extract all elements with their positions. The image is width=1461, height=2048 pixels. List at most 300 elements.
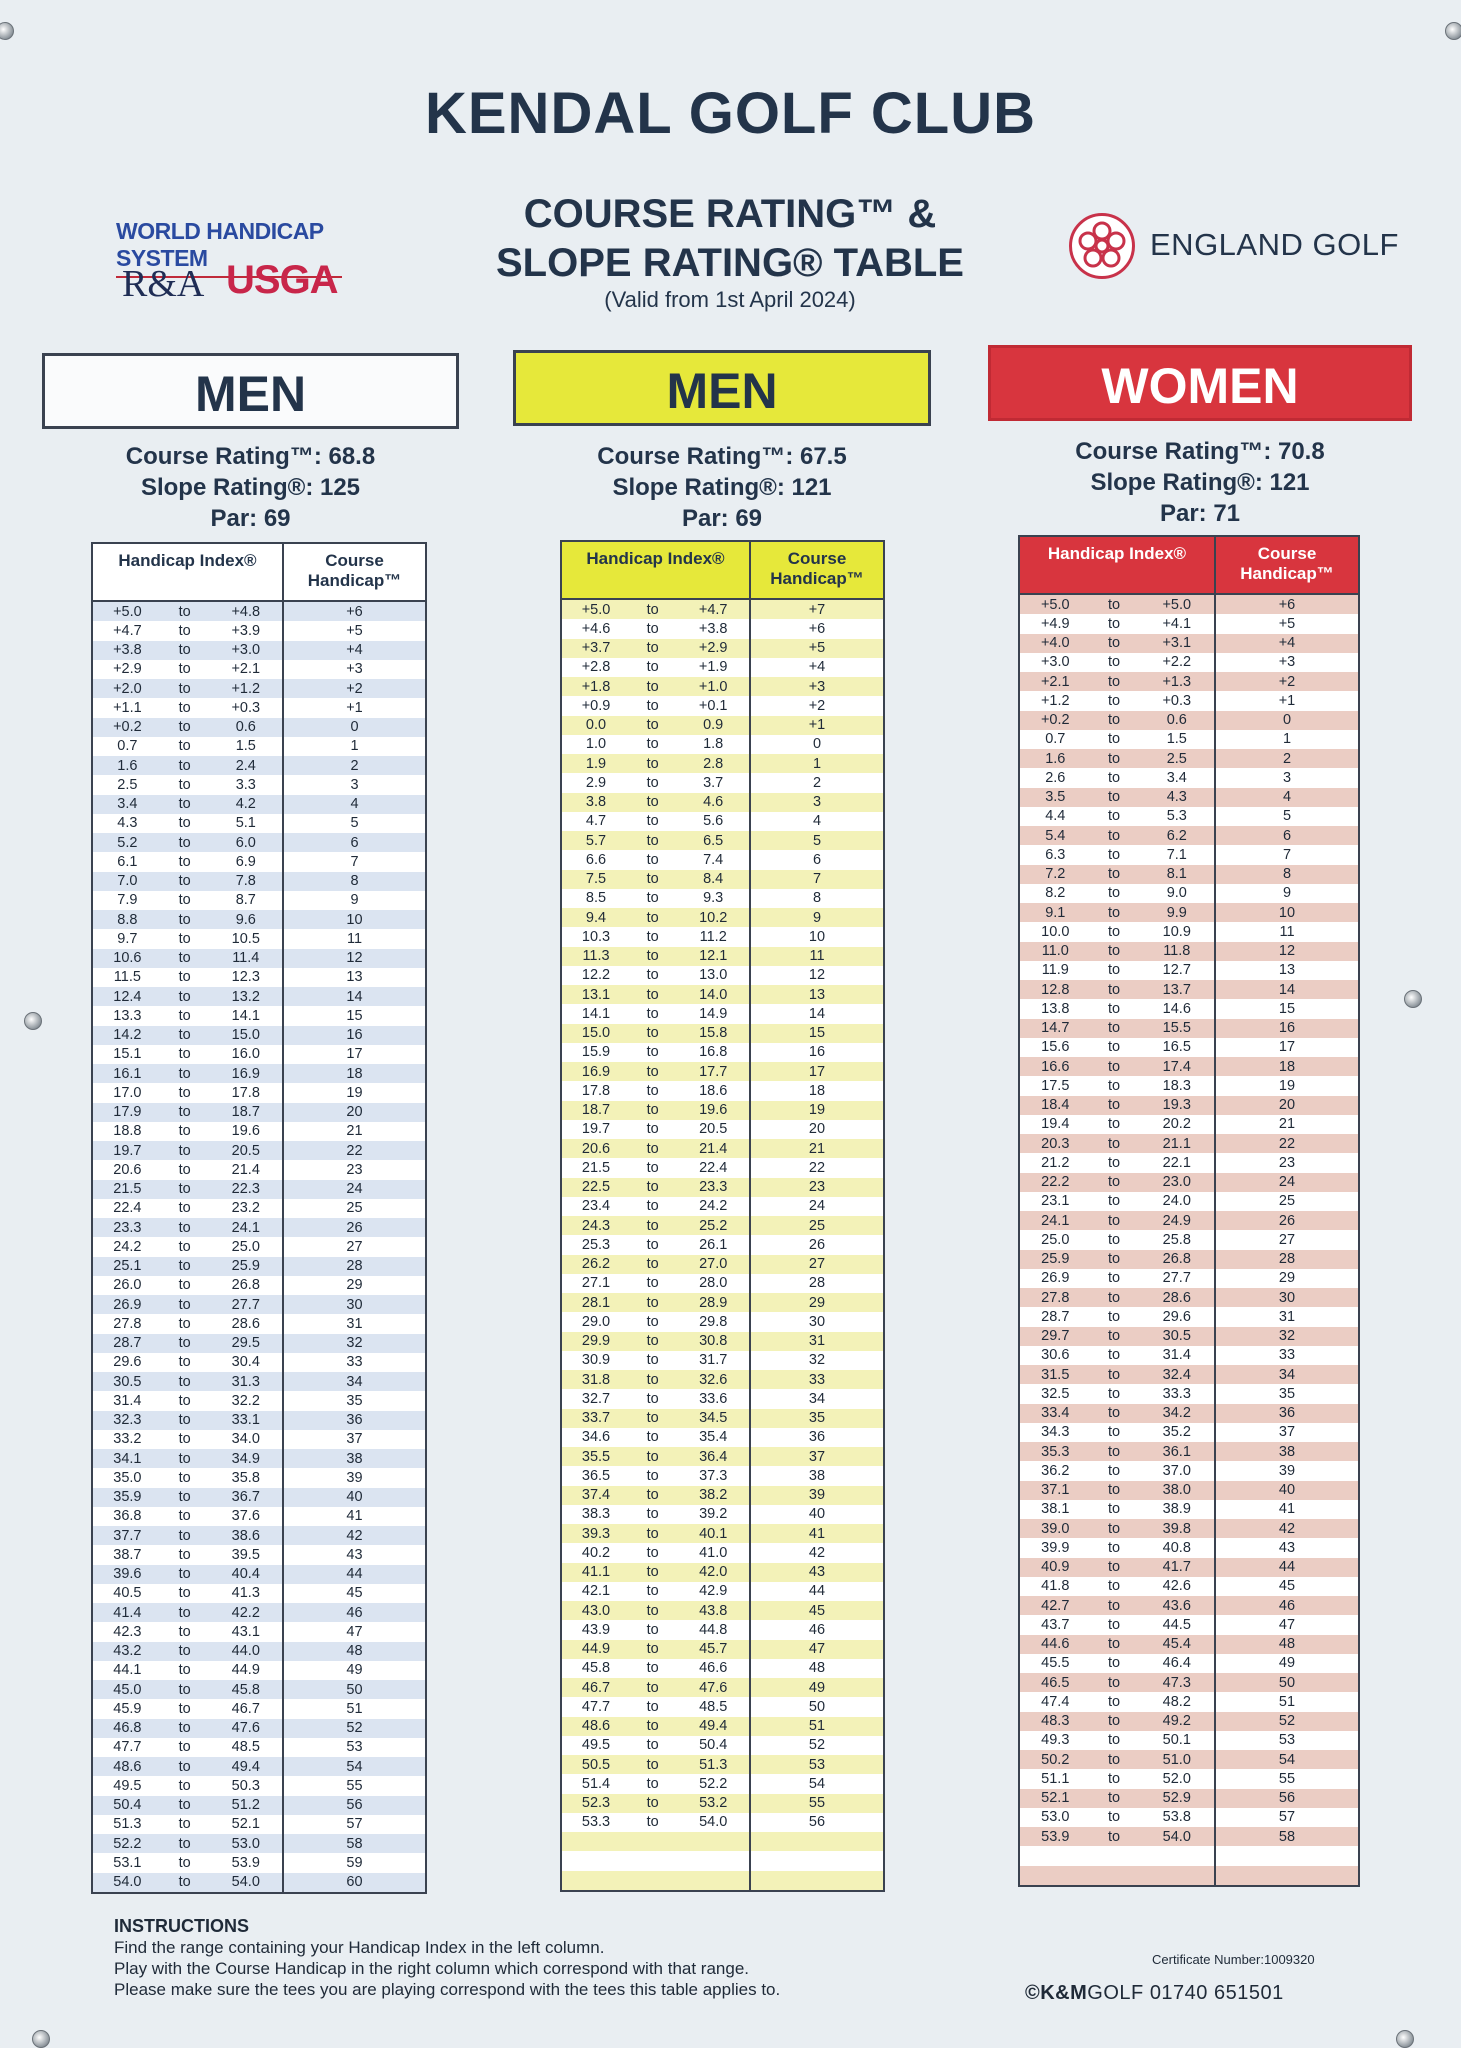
table-row <box>562 1466 883 1485</box>
to-separator: to <box>178 1315 191 1332</box>
table-row <box>562 1197 883 1216</box>
to-separator: to <box>646 1641 659 1658</box>
course-handicap-cell: 33 <box>1278 1347 1296 1364</box>
to-separator: to <box>178 1566 191 1583</box>
to-separator: to <box>178 988 191 1005</box>
index-from-cell: 28.7 <box>1041 1308 1070 1325</box>
to-separator: to <box>178 1469 191 1486</box>
to-separator: to <box>1108 769 1121 786</box>
to-separator: to <box>1108 1328 1121 1345</box>
course-handicap-cell: 44 <box>808 1583 826 1600</box>
table-row <box>1020 845 1358 864</box>
to-separator: to <box>1108 923 1121 940</box>
to-separator: to <box>646 1564 659 1581</box>
index-to-cell: 27.0 <box>699 1256 728 1273</box>
index-from-cell: 0.7 <box>1045 731 1066 748</box>
course-handicap-cell: 9 <box>350 892 359 909</box>
to-separator: to <box>1108 1828 1121 1845</box>
course-handicap-cell: 45 <box>346 1585 363 1602</box>
table-row <box>93 1873 425 1892</box>
course-handicap-cell: 42 <box>808 1544 826 1561</box>
index-to-cell: 46.7 <box>231 1700 260 1717</box>
index-to-cell: 20.5 <box>699 1121 728 1138</box>
course-rating: Course Rating™: 70.8 <box>1075 438 1325 465</box>
index-from-cell: 26.9 <box>113 1296 142 1313</box>
to-separator: to <box>646 1718 659 1735</box>
index-from-cell: 19.7 <box>113 1142 142 1159</box>
course-handicap-cell: 43 <box>346 1546 363 1563</box>
to-separator: to <box>646 1275 659 1292</box>
course-handicap-cell: 16 <box>346 1027 363 1044</box>
instructions-line: Play with the Course Handicap in the right column which correspond with that range. <box>114 1959 750 1978</box>
to-separator: to <box>178 1874 191 1891</box>
index-to-cell: 17.8 <box>231 1084 260 1101</box>
to-separator: to <box>178 1758 191 1775</box>
index-from-cell: 15.0 <box>581 1025 611 1042</box>
index-from-cell: 48.6 <box>581 1718 611 1735</box>
index-to-cell: 45.4 <box>1162 1636 1191 1653</box>
index-to-cell: 31.7 <box>699 1352 728 1369</box>
to-separator: to <box>646 1217 659 1234</box>
index-from-cell: 52.2 <box>113 1835 142 1852</box>
table-row <box>1020 1615 1358 1634</box>
to-separator: to <box>646 813 659 830</box>
index-to-cell: 30.8 <box>699 1333 728 1350</box>
index-to-cell: 6.2 <box>1166 827 1187 844</box>
table-row <box>1020 1654 1358 1673</box>
table-row <box>1020 1327 1358 1346</box>
table-row <box>562 658 883 677</box>
table-row <box>562 1389 883 1408</box>
table-row <box>562 985 883 1004</box>
index-to-cell: 19.6 <box>231 1123 260 1140</box>
index-to-cell: 11.8 <box>1163 943 1191 960</box>
to-separator: to <box>178 1219 191 1236</box>
index-to-cell: 1.5 <box>235 738 256 755</box>
index-from-cell: 28.1 <box>581 1294 611 1311</box>
index-from-cell: +5.0 <box>581 601 611 618</box>
course-handicap-cell: 9 <box>1282 885 1292 902</box>
table-row <box>93 1064 425 1083</box>
handicap-index-header: Handicap Index® <box>562 542 751 598</box>
course-handicap-cell: 11 <box>346 930 363 947</box>
table-row <box>1020 1384 1358 1403</box>
index-from-cell: 40.2 <box>581 1544 611 1561</box>
to-separator: to <box>178 873 191 890</box>
course-handicap-cell: 29 <box>808 1294 826 1311</box>
index-from-cell: 13.3 <box>113 1007 142 1024</box>
course-handicap-cell: 6 <box>812 851 822 868</box>
index-to-cell: 18.7 <box>231 1104 260 1121</box>
index-from-cell: 27.8 <box>113 1315 142 1332</box>
table-row <box>1020 634 1358 653</box>
index-from-cell: +0.2 <box>113 719 142 736</box>
table-row <box>1020 1519 1358 1538</box>
to-separator: to <box>1108 692 1121 709</box>
table-row <box>562 677 883 696</box>
index-from-cell: +3.0 <box>1040 654 1070 671</box>
table-header <box>562 542 883 600</box>
index-to-cell: +3.8 <box>698 620 728 637</box>
instructions-line: Find the range containing your Handicap Index in the left column. <box>114 1938 605 1957</box>
course-handicap-cell: 50 <box>808 1698 826 1715</box>
table-row <box>562 1736 883 1755</box>
index-from-cell: 0.7 <box>117 738 138 755</box>
course-handicap-cell: 46 <box>346 1604 363 1621</box>
to-separator: to <box>1108 1154 1121 1171</box>
course-handicap-cell: 4 <box>1282 789 1292 806</box>
table-row <box>562 1062 883 1081</box>
index-from-cell: 6.1 <box>117 853 138 870</box>
table-row <box>1020 1500 1358 1519</box>
index-from-cell: 33.7 <box>581 1410 611 1427</box>
to-separator: to <box>1108 1655 1121 1672</box>
course-handicap-cell: 14 <box>1278 981 1296 998</box>
table-row <box>1020 826 1358 845</box>
index-to-cell: 37.0 <box>1162 1462 1191 1479</box>
to-separator: to <box>646 601 659 618</box>
course-handicap-cell: 10 <box>808 928 826 945</box>
table-row <box>562 1620 883 1639</box>
table-row <box>93 1372 425 1391</box>
index-to-cell: 33.1 <box>231 1412 260 1429</box>
table-row <box>93 1449 425 1468</box>
to-separator: to <box>178 661 191 678</box>
index-to-cell: 26.8 <box>231 1277 260 1294</box>
to-separator: to <box>646 1333 659 1350</box>
to-separator: to <box>178 1777 191 1794</box>
table-row <box>562 1312 883 1331</box>
index-to-cell: 9.0 <box>1166 885 1187 902</box>
index-to-cell: +0.3 <box>1162 692 1192 709</box>
index-from-cell: +5.0 <box>113 603 142 620</box>
course-handicap-cell: 11 <box>809 948 825 965</box>
to-separator: to <box>646 1583 659 1600</box>
index-to-cell: 38.9 <box>1162 1501 1191 1518</box>
to-separator: to <box>1108 1732 1121 1749</box>
index-from-cell: 24.2 <box>113 1238 142 1255</box>
index-from-cell: 29.6 <box>113 1354 142 1371</box>
index-from-cell: 35.9 <box>113 1489 142 1506</box>
par: Par: 69 <box>681 505 763 532</box>
table-row <box>562 1332 883 1351</box>
index-from-cell: 44.9 <box>581 1641 611 1658</box>
course-handicap-cell: 43 <box>1278 1539 1296 1556</box>
course-handicap-cell: 17 <box>1278 1039 1296 1056</box>
course-handicap-cell: 21 <box>1278 1116 1296 1133</box>
to-separator: to <box>646 890 659 907</box>
index-to-cell: 31.3 <box>231 1373 260 1390</box>
index-from-cell: 11.3 <box>582 948 610 965</box>
to-separator: to <box>1108 1539 1121 1556</box>
index-from-cell: 26.9 <box>1041 1270 1070 1287</box>
course-handicap-cell: 26 <box>346 1219 363 1236</box>
index-to-cell: 49.4 <box>231 1758 260 1775</box>
table-row <box>93 1276 425 1295</box>
to-separator: to <box>1108 596 1121 613</box>
course-handicap-cell: 1 <box>1282 731 1292 748</box>
course-handicap-cell: 13 <box>346 969 363 986</box>
index-to-cell: 44.0 <box>231 1643 260 1660</box>
table-row <box>562 1832 883 1851</box>
index-from-cell: 45.8 <box>581 1660 611 1677</box>
to-separator: to <box>646 1044 659 1061</box>
phone-number: 01740 651501 <box>1149 1982 1284 2004</box>
index-to-cell: 20.5 <box>231 1142 260 1159</box>
table-row <box>1020 1346 1358 1365</box>
course-handicap-cell: 49 <box>808 1679 826 1696</box>
course-handicap-cell: 58 <box>346 1835 363 1852</box>
index-from-cell: 0.0 <box>585 717 607 734</box>
table-row <box>1020 1712 1358 1731</box>
course-handicap-cell: 20 <box>346 1104 363 1121</box>
course-handicap-cell: 7 <box>812 871 822 888</box>
course-handicap-cell: 8 <box>350 873 359 890</box>
table-row <box>1020 788 1358 807</box>
to-separator: to <box>646 1063 659 1080</box>
index-to-cell: 39.5 <box>231 1546 260 1563</box>
index-from-cell: 51.4 <box>581 1775 611 1792</box>
to-separator: to <box>178 1450 191 1467</box>
course-handicap-cell: 25 <box>346 1200 363 1217</box>
index-to-cell: 3.7 <box>703 774 724 791</box>
to-separator: to <box>178 757 191 774</box>
table-row <box>93 1468 425 1487</box>
index-from-cell: 41.8 <box>1041 1578 1070 1595</box>
index-from-cell: 20.6 <box>581 1140 611 1157</box>
course-handicap-cell: 17 <box>808 1063 826 1080</box>
index-from-cell: 21.2 <box>1041 1154 1070 1171</box>
men-white-ratings <box>42 441 459 534</box>
index-to-cell: 31.4 <box>1162 1347 1191 1364</box>
index-from-cell: 8.5 <box>585 890 607 907</box>
index-to-cell: 14.0 <box>699 986 728 1003</box>
to-separator: to <box>646 1814 659 1831</box>
table-row <box>562 716 883 735</box>
index-from-cell: 29.9 <box>581 1333 611 1350</box>
index-to-cell: +1.2 <box>231 680 261 697</box>
table-row <box>93 1083 425 1102</box>
course-handicap-cell: 1 <box>350 738 359 755</box>
course-handicap-cell: 45 <box>808 1602 826 1619</box>
index-to-cell: 50.1 <box>1162 1732 1191 1749</box>
table-row <box>562 1178 883 1197</box>
to-separator: to <box>646 1352 659 1369</box>
to-separator: to <box>1108 846 1121 863</box>
table-row <box>562 1640 883 1659</box>
table-header <box>1020 537 1358 595</box>
course-handicap-cell: 4 <box>812 813 822 830</box>
table-row <box>562 1120 883 1139</box>
course-handicap-cell: 51 <box>1278 1693 1296 1710</box>
index-to-cell: 29.6 <box>1162 1308 1191 1325</box>
index-from-cell: 7.2 <box>1045 866 1066 883</box>
index-from-cell: 18.4 <box>1041 1097 1070 1114</box>
course-handicap-cell: +4 <box>346 642 363 659</box>
course-handicap-cell: 49 <box>346 1662 363 1679</box>
index-from-cell: 49.3 <box>1041 1732 1070 1749</box>
index-from-cell: 43.7 <box>1041 1616 1070 1633</box>
course-handicap-cell: 5 <box>350 815 359 832</box>
table-row <box>562 1774 883 1793</box>
course-handicap-cell: 7 <box>1282 846 1292 863</box>
to-separator: to <box>1108 1405 1121 1422</box>
index-from-cell: 47.7 <box>581 1698 611 1715</box>
to-separator: to <box>1108 731 1121 748</box>
course-handicap-cell: +1 <box>808 717 826 734</box>
table-row <box>1020 1635 1358 1654</box>
course-handicap-cell: +4 <box>1278 635 1296 652</box>
to-separator: to <box>178 1623 191 1640</box>
to-separator: to <box>1108 1424 1121 1441</box>
table-row <box>93 1661 425 1680</box>
index-to-cell: 46.6 <box>699 1660 728 1677</box>
to-separator: to <box>1108 1251 1121 1268</box>
to-separator: to <box>178 911 191 928</box>
index-to-cell: 9.3 <box>703 890 724 907</box>
course-handicap-cell: 3 <box>812 794 822 811</box>
index-from-cell: +3.7 <box>581 640 611 657</box>
index-to-cell: 41.0 <box>699 1544 728 1561</box>
par: Par: 69 <box>210 505 291 532</box>
table-row <box>1020 1153 1358 1172</box>
course-handicap-cell: 43 <box>808 1564 826 1581</box>
table-row <box>93 737 425 756</box>
table-row <box>93 1584 425 1603</box>
course-handicap-header: Course Handicap™ <box>770 549 864 588</box>
index-from-cell: +4.9 <box>1040 615 1070 632</box>
index-to-cell: 42.2 <box>231 1604 260 1621</box>
course-handicap-cell: 58 <box>1278 1828 1296 1845</box>
to-separator: to <box>646 1487 659 1504</box>
course-handicap-cell: 51 <box>808 1718 826 1735</box>
course-handicap-cell: 55 <box>1278 1770 1296 1787</box>
index-to-cell: 24.2 <box>699 1198 728 1215</box>
index-from-cell: 5.7 <box>585 832 607 849</box>
to-separator: to <box>178 1681 191 1698</box>
index-to-cell: 15.0 <box>231 1027 260 1044</box>
index-to-cell: +2.9 <box>698 640 728 657</box>
to-separator: to <box>178 1508 191 1525</box>
to-separator: to <box>178 699 191 716</box>
table-row <box>1020 1577 1358 1596</box>
to-separator: to <box>646 1236 659 1253</box>
to-separator: to <box>1108 1039 1121 1056</box>
to-separator: to <box>1108 1231 1121 1248</box>
index-from-cell: 7.5 <box>585 871 607 888</box>
course-handicap-cell: 48 <box>1278 1636 1296 1653</box>
index-to-cell: 45.8 <box>231 1681 260 1698</box>
certificate-number: Certificate Number:1009320 <box>1152 1952 1315 1967</box>
table-row <box>1020 1365 1358 1384</box>
course-handicap-cell: 32 <box>808 1352 826 1369</box>
course-handicap-cell: 54 <box>1278 1751 1296 1768</box>
to-separator: to <box>1108 1597 1121 1614</box>
index-from-cell: 4.7 <box>585 813 607 830</box>
index-from-cell: 45.9 <box>113 1700 142 1717</box>
index-from-cell: 1.9 <box>585 755 607 772</box>
index-to-cell: 36.4 <box>699 1448 728 1465</box>
to-separator: to <box>646 1102 659 1119</box>
course-handicap-cell: 6 <box>350 834 359 851</box>
index-from-cell: 21.5 <box>113 1181 142 1198</box>
course-handicap-cell: 38 <box>1278 1443 1296 1460</box>
to-separator: to <box>1108 1097 1121 1114</box>
index-from-cell: 8.8 <box>117 911 138 928</box>
index-to-cell: +1.9 <box>698 659 728 676</box>
course-handicap-cell: 19 <box>808 1102 826 1119</box>
index-from-cell: 23.3 <box>113 1219 142 1236</box>
index-to-cell: 49.4 <box>699 1718 728 1735</box>
course-handicap-cell: 37 <box>346 1431 363 1448</box>
course-handicap-cell: 46 <box>1278 1597 1296 1614</box>
index-to-cell: +1.0 <box>698 678 728 695</box>
to-separator: to <box>1108 654 1121 671</box>
course-handicap-cell: 35 <box>346 1392 363 1409</box>
index-from-cell: +3.8 <box>113 642 142 659</box>
table-row <box>93 1603 425 1622</box>
to-separator: to <box>178 1797 191 1814</box>
to-separator: to <box>178 1527 191 1544</box>
index-to-cell: 53.0 <box>231 1835 260 1852</box>
handicap-index-header: Handicap Index® <box>93 544 284 600</box>
index-to-cell: +4.8 <box>231 603 261 620</box>
index-from-cell: 25.1 <box>113 1258 142 1275</box>
to-separator: to <box>178 1604 191 1621</box>
to-separator: to <box>1108 1174 1121 1191</box>
index-from-cell: +2.1 <box>1040 673 1070 690</box>
index-from-cell: 23.1 <box>1041 1193 1070 1210</box>
table-row <box>1020 980 1358 999</box>
to-separator: to <box>178 834 191 851</box>
index-from-cell: 43.0 <box>581 1602 611 1619</box>
course-handicap-cell: +6 <box>808 620 826 637</box>
km-golf-footer <box>1025 1982 1284 2005</box>
to-separator: to <box>178 1046 191 1063</box>
table-row <box>1020 1596 1358 1615</box>
index-to-cell: 37.6 <box>231 1508 260 1525</box>
table-row <box>93 1776 425 1795</box>
index-to-cell: 16.5 <box>1162 1039 1191 1056</box>
table-row <box>562 754 883 773</box>
to-separator: to <box>178 950 191 967</box>
to-separator: to <box>178 1123 191 1140</box>
table-row <box>93 1026 425 1045</box>
table-row <box>93 1141 425 1160</box>
index-to-cell: 36.7 <box>231 1489 260 1506</box>
course-handicap-cell: +7 <box>808 601 826 618</box>
to-separator: to <box>178 853 191 870</box>
table-row <box>562 1543 883 1562</box>
table-row <box>562 1505 883 1524</box>
index-to-cell: 11.2 <box>699 928 727 945</box>
table-row <box>562 1024 883 1043</box>
ra-logo: R&A <box>122 263 205 305</box>
table-row <box>93 1757 425 1776</box>
course-handicap-cell: 30 <box>1278 1289 1296 1306</box>
index-to-cell: 21.1 <box>1162 1135 1191 1152</box>
to-separator: to <box>178 1200 191 1217</box>
index-from-cell: 19.4 <box>1041 1116 1070 1133</box>
index-to-cell: 5.1 <box>235 815 256 832</box>
to-separator: to <box>1108 904 1121 921</box>
table-row <box>562 850 883 869</box>
index-to-cell: 46.4 <box>1162 1655 1191 1672</box>
index-from-cell: 51.1 <box>1041 1770 1070 1787</box>
course-handicap-cell: 60 <box>346 1874 363 1891</box>
index-to-cell: 41.3 <box>231 1585 260 1602</box>
table-row <box>562 1794 883 1813</box>
